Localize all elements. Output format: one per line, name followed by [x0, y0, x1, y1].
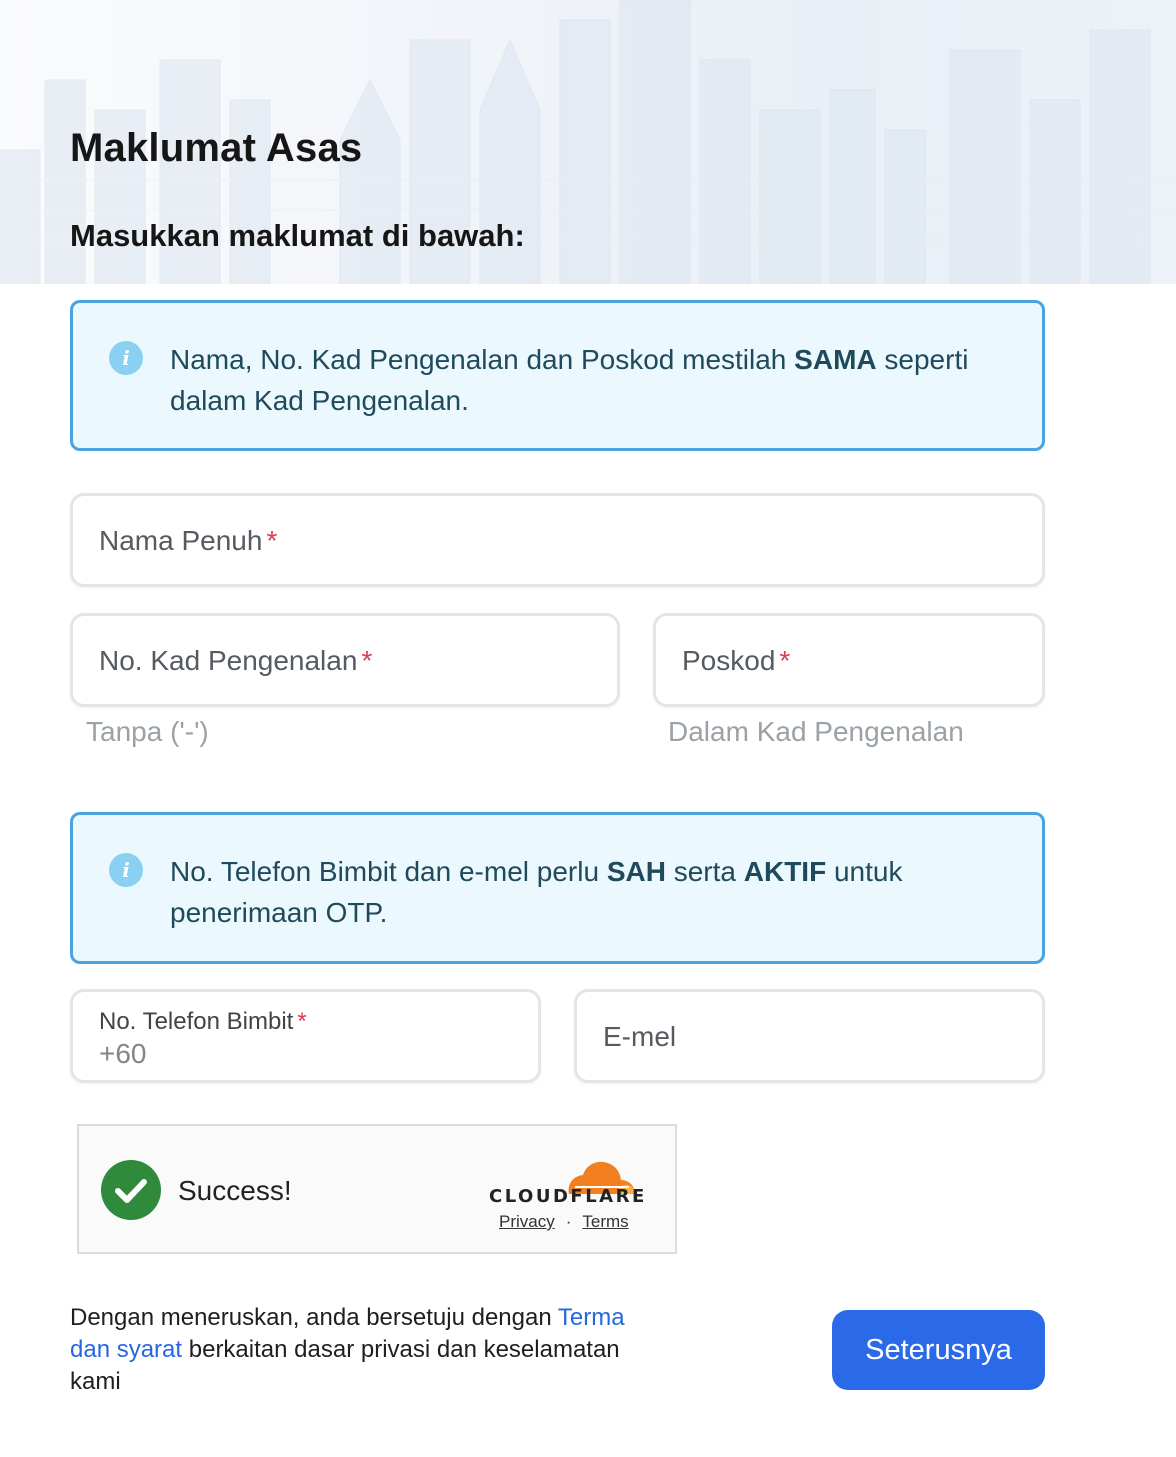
privacy-link[interactable]: Privacy: [499, 1212, 555, 1231]
info-icon: i: [109, 341, 143, 375]
page-title: Maklumat Asas: [70, 126, 363, 170]
required-marker: *: [297, 1008, 307, 1035]
ic-number-label: No. Kad Pengenalan: [99, 645, 358, 676]
identity-notice: [70, 300, 1045, 451]
contact-notice-text: No. Telefon Bimbit dan e-mel perlu SAH serta AKTIF untuk penerimaan OTP.: [170, 856, 903, 928]
postcode-label: Poskod: [682, 645, 776, 676]
email-field[interactable]: [574, 989, 1045, 1083]
ic-number-helper: Tanpa ('-'): [86, 716, 209, 747]
terms-and-conditions-link[interactable]: Terma dan syarat: [70, 1304, 625, 1363]
cloudflare-wordmark: CLOUDFLARE: [489, 1186, 647, 1207]
email-label: E-mel: [603, 1021, 677, 1052]
identity-notice-text: Nama, No. Kad Pengenalan dan Poskod mestilah SAMA seperti dalam Kad Pengenalan.: [170, 344, 969, 416]
postcode-helper: Dalam Kad Pengenalan: [668, 716, 964, 747]
next-button[interactable]: Seterusnya: [832, 1310, 1045, 1390]
ic-number-field[interactable]: [70, 613, 620, 707]
contact-notice: [70, 812, 1045, 964]
full-name-label: Nama Penuh: [99, 525, 263, 556]
info-icon: i: [109, 853, 143, 887]
success-check-icon: [101, 1160, 161, 1220]
terms-link[interactable]: Terms: [582, 1212, 629, 1231]
section-subtitle: Masukkan maklumat di bawah:: [70, 218, 525, 253]
country-code-prefix: +60: [99, 1038, 147, 1069]
postcode-field[interactable]: [653, 613, 1045, 707]
phone-field[interactable]: [70, 989, 541, 1083]
required-marker: *: [361, 645, 373, 676]
required-marker: *: [779, 645, 791, 676]
link-separator: ·: [565, 1212, 572, 1231]
phone-label: No. Telefon Bimbit: [99, 1008, 294, 1035]
captcha-status: Success!: [178, 1175, 292, 1206]
captcha-links: [499, 1212, 629, 1232]
full-name-field[interactable]: [70, 493, 1045, 587]
cloudflare-turnstile-widget[interactable]: [77, 1124, 677, 1254]
required-marker: *: [266, 525, 278, 556]
consent-text: Dengan meneruskan, anda bersetuju dengan Terma dan syarat berkaitan dasar privasi dan keselamatan kami: [70, 1304, 625, 1395]
